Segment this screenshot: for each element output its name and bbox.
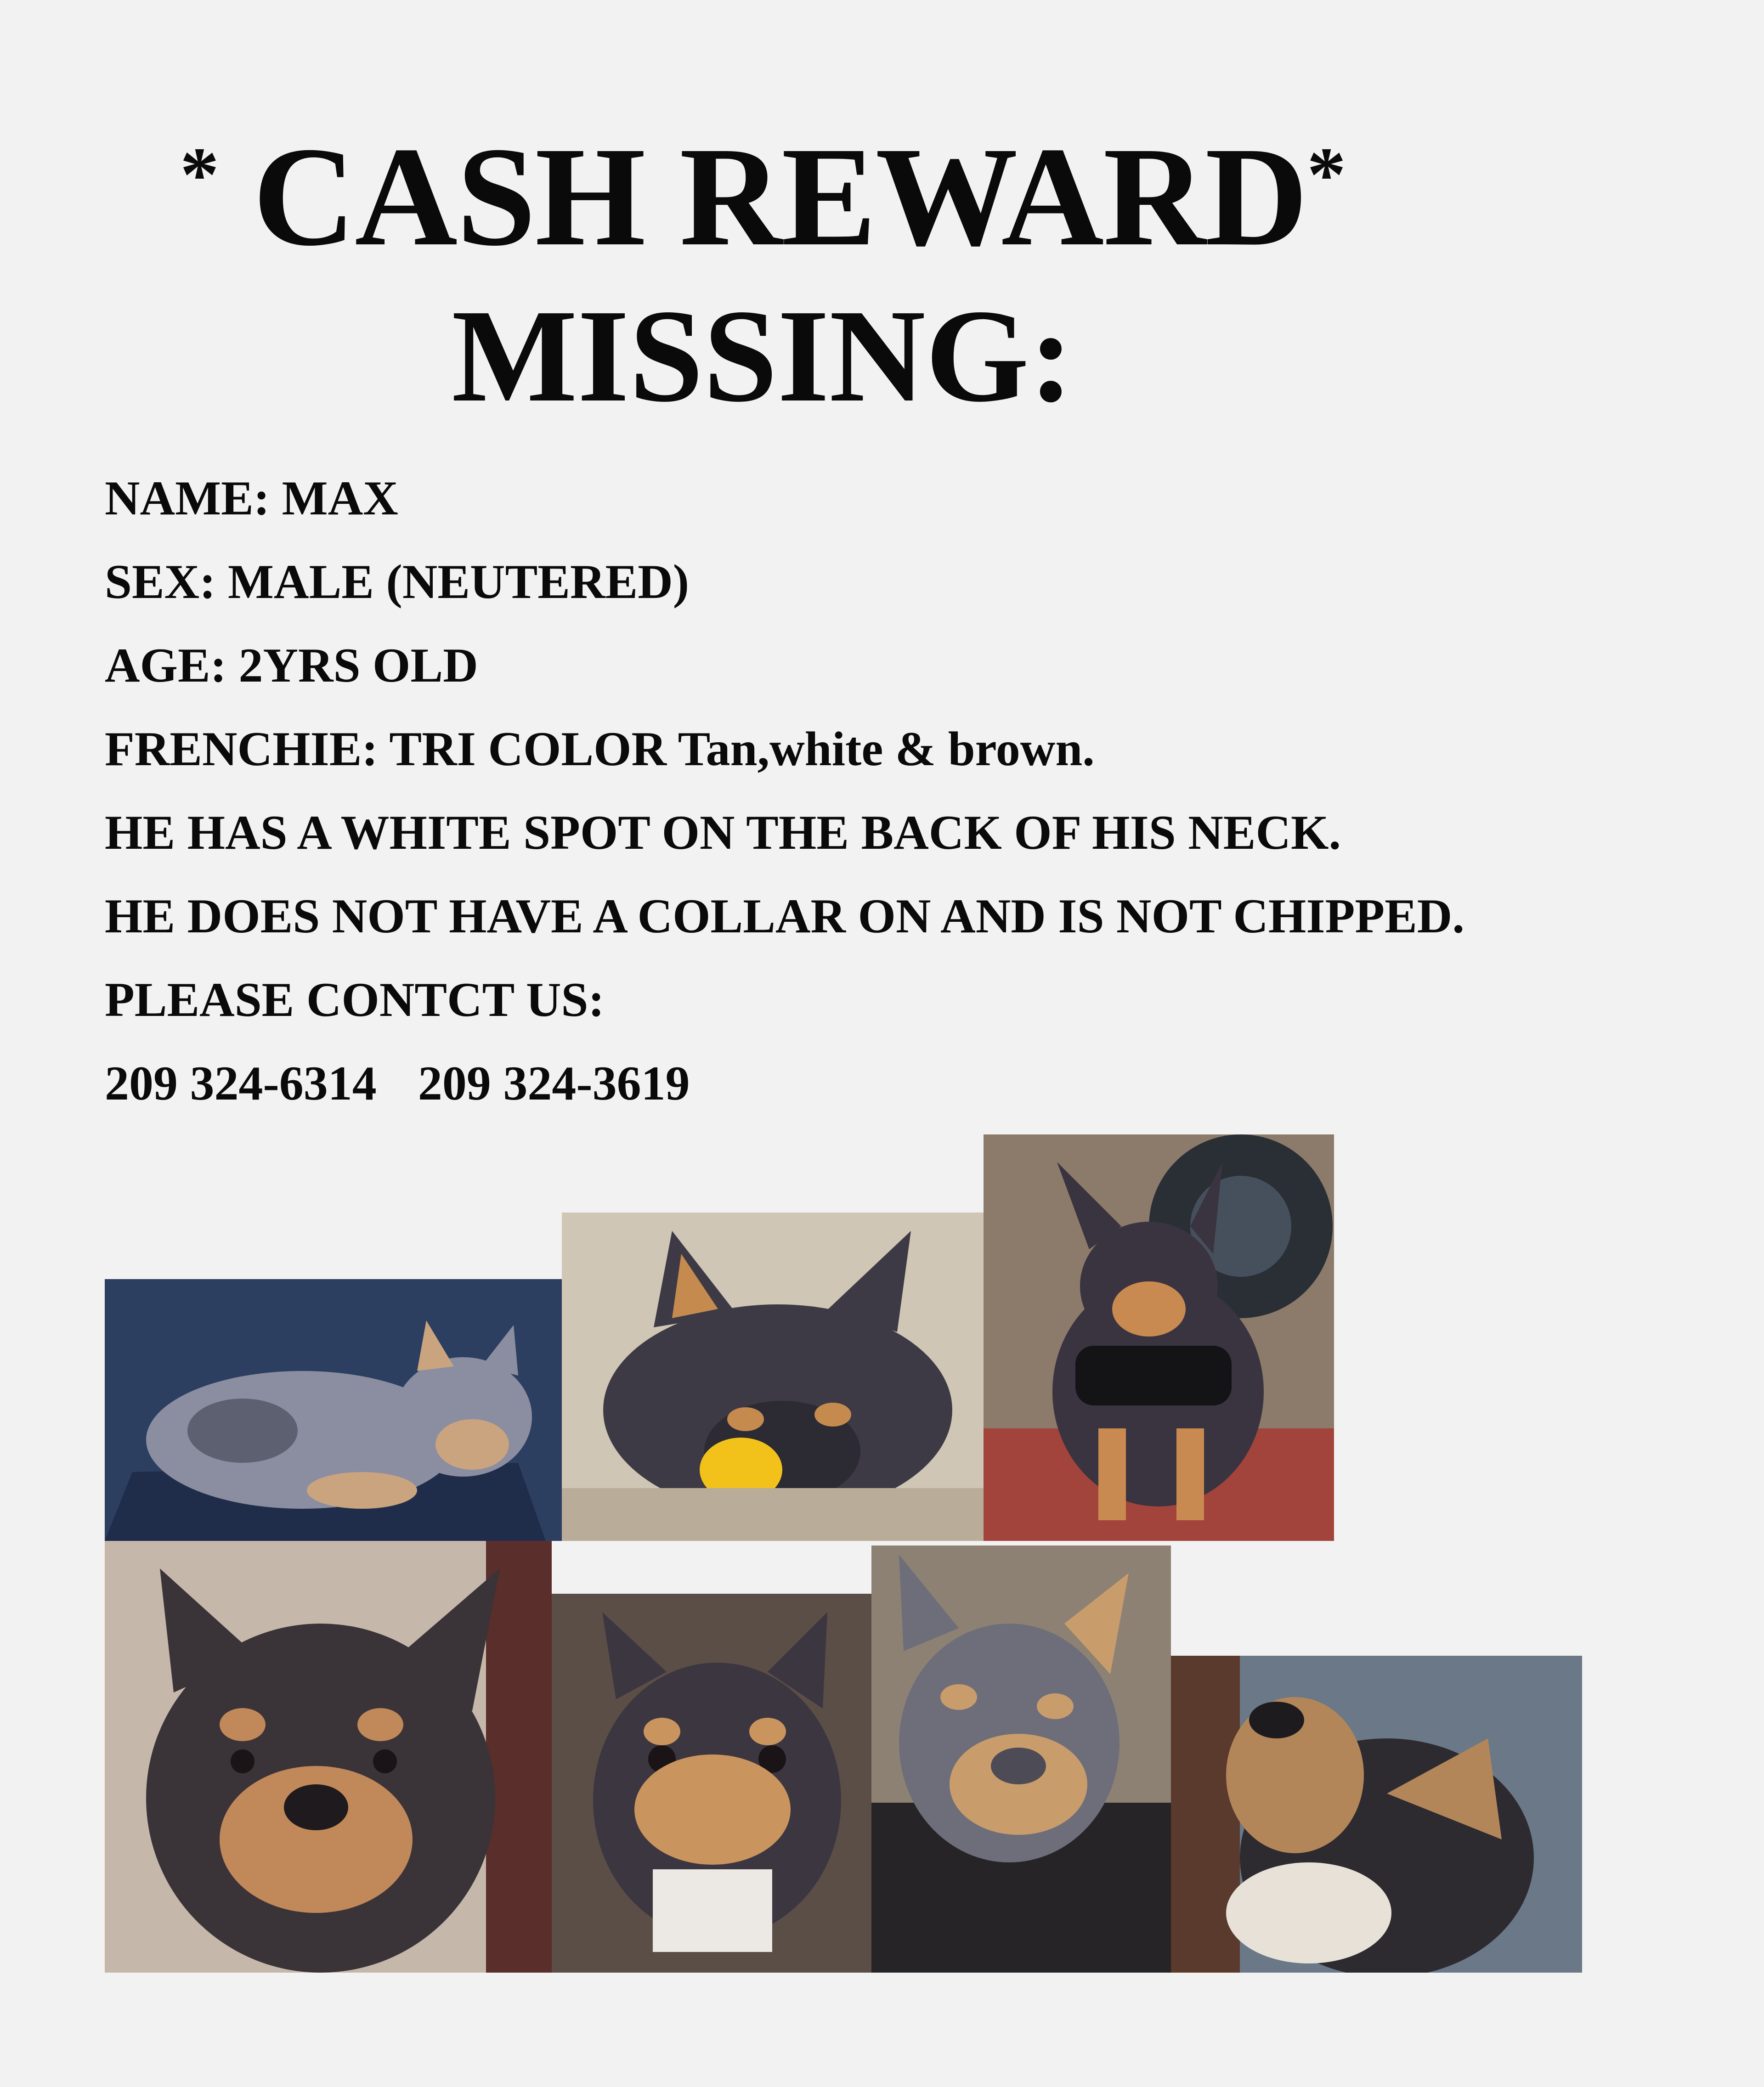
- dog-age-line: AGE: 2YRS OLD: [105, 638, 478, 692]
- cash-reward-headline: [0, 96, 1525, 275]
- photo-dog-looking-up: [552, 1594, 871, 1973]
- photo-dog-closeup-face: [105, 1541, 552, 1973]
- photo-dog-in-harness: [984, 1134, 1334, 1541]
- contact-line: PLEASE CONTCT US:: [105, 973, 605, 1027]
- dog-photo-closeup-image: [105, 1541, 552, 1973]
- dog-marking-line: HE HAS A WHITE SPOT ON THE BACK OF HIS NECK.: [105, 806, 1341, 859]
- dog-details-list: [105, 464, 1464, 1133]
- dog-photo-yellow-toy-image: [562, 1213, 984, 1541]
- photo-dog-sleeping-chair: [105, 1279, 562, 1541]
- dog-breed-line: FRENCHIE: TRI COLOR Tan,white & brown.: [105, 722, 1095, 776]
- dog-name-line: NAME: MAX: [105, 471, 398, 525]
- photo-dog-with-yellow-toy: [562, 1213, 984, 1541]
- phone-numbers: [105, 1049, 1464, 1133]
- dog-photo-profile-image: [1171, 1656, 1582, 1973]
- photo-dog-profile-window: [1171, 1656, 1582, 1973]
- dog-photo-harness-image: [984, 1134, 1334, 1541]
- dog-photo-sleeping-chair-image: [105, 1279, 562, 1541]
- asterisk-left: *: [180, 131, 218, 218]
- phone-number-2: 209 324-3619: [418, 1056, 690, 1110]
- dog-sex-line: SEX: MALE (NEUTERED): [105, 555, 690, 609]
- asterisk-right: *: [1307, 131, 1346, 218]
- cash-reward-text: CASH REWARD: [218, 118, 1307, 276]
- photo-dog-head-resting: [871, 1546, 1171, 1973]
- dog-collar-line: HE DOES NOT HAVE A COLLAR ON AND IS NOT CHIPPED.: [105, 889, 1464, 943]
- dog-photo-looking-up-image: [552, 1594, 871, 1973]
- dog-photo-resting-image: [871, 1546, 1171, 1973]
- missing-headline: MISSING:: [452, 282, 1074, 429]
- phone-number-1: 209 324-6314: [105, 1056, 377, 1110]
